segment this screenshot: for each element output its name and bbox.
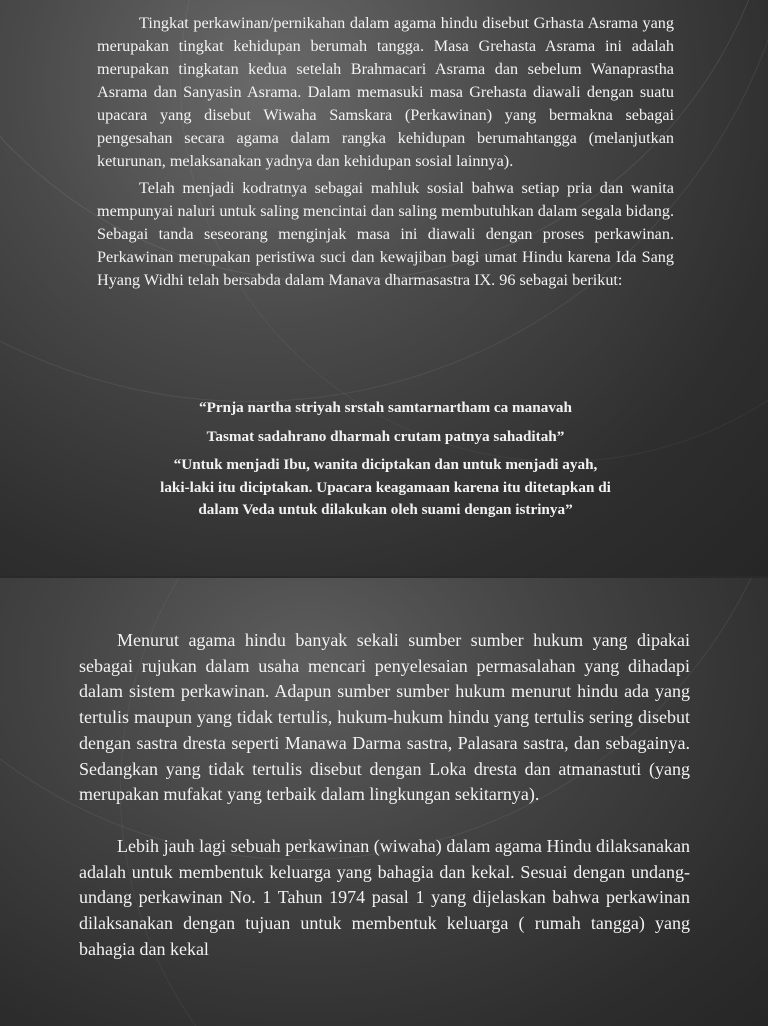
verse-block [97,397,674,522]
paragraph-grhasta-asrama: Tingkat perkawinan/pernikahan dalam agama hindu disebut Grhasta Asrama yang merupakan tingkat kehidupan berumah tangga. Masa Grehasta Asrama ini adalah merupakan tingkatan kedua setelah Brahmacari Asrama dan sebelum Wanaprastha Asrama dan Sanyasin Asrama. Dalam memasuki masa Grehasta diawali dengan suatu upacara yang disebut Wiwaha Samskara (Perkawinan) yang bermakna sebagai pengesahan secara agama dalam rangka kehidupan berumahtangga (melanjutkan keturunan, melaksanakan yadnya dan kehidupan sosial lainnya). [97,14,674,170]
slide-2 [0,578,768,1026]
paragraph-kodrat-sosial: Telah menjadi kodratnya sebagai mahluk sosial bahwa setiap pria dan wanita mempunyai naluri untuk saling mencintai dan saling membutuhkan dalam segala bidang. Sebagai tanda seseorang menginjak masa ini diawali dengan proses perkawinan. Perkawinan merupakan peristiwa suci dan kewajiban bagi umat Hindu karena Ida Sang Hyang Widhi telah bersabda dalam Manava dharmasastra IX. 96 sebagai berikut: [97,179,674,289]
slide-2-body [79,628,690,962]
verse-translation-line: laki-laki itu diciptakan. Upacara keagamaan karena itu ditetapkan di [160,478,611,496]
verse-sanskrit-line: Tasmat sadahrano dharmah crutam patnya sahaditah” [206,427,565,445]
paragraph-sumber-hukum: Menurut agama hindu banyak sekali sumber sumber hukum yang dipakai sebagai rujukan dalam usaha mencari penyelesaian permasalahan yang dihadapi dalam sistem perkawinan. Adapun sumber sumber hukum menurut hindu ada yang tertulis maupun yang tidak tertulis, hukum-hukum hindu yang tertulis sering disebut dengan sastra dresta seperti Manawa Darma sastra, Palasara sastra, dan sebagainya. Sedangkan yang tidak tertulis disebut dengan Loka dresta dan atmanastuti (yang merupakan mufakat yang terbaik dalam lingkungan sekitarnya). [79,630,690,805]
verse-translation-line: dalam Veda untuk dilakukan oleh suami dengan istrinya” [198,501,573,518]
paragraph-tujuan-wiwaha: Lebih jauh lagi sebuah perkawinan (wiwaha) dalam agama Hindu dilaksanakan adalah untuk membentuk keluarga yang bahagia dan kekal. Sesuai dengan undang-undang perkawinan No. 1 Tahun 1974 pasal 1 yang dijelaskan bahwa perkawinan dilaksanakan dengan tujuan untuk membentuk keluarga ( rumah tangga) yang bahagia dan kekal [79,835,690,959]
slide-1-body [97,12,674,296]
verse-translation-line: “Untuk menjadi Ibu, wanita diciptakan dan untuk menjadi ayah, [173,456,598,473]
verse-sanskrit-line: “Prnja nartha striyah srstah samtarnartham ca manavah [199,399,572,416]
